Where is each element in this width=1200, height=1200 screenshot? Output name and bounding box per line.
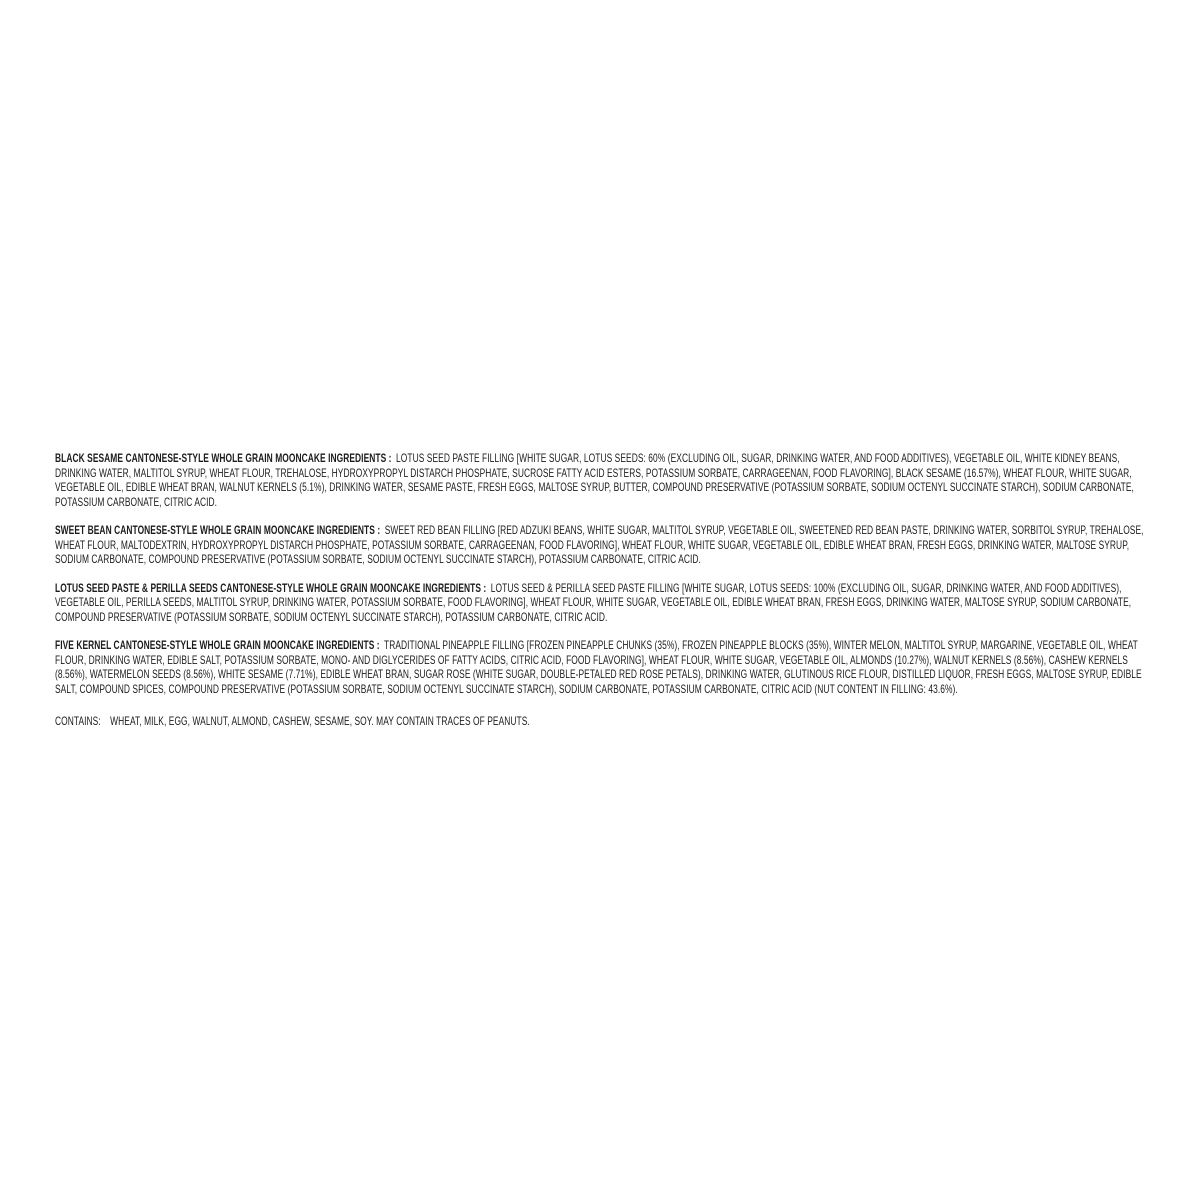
ingredient-text-black-sesame: LOTUS SEED PASTE FILLING [WHITE SUGAR, LOTUS SEEDS: 60% (EXCLUDING OIL, SUGAR, DRINKING WATER, AND FOOD ADDITIVES), VEGETABLE OIL, WHITE KIDNEY BEANS, DRINKING WATER, MALTITOL SYRUP, WHEAT FLOUR, TREHALOSE, HYDROXYPROPYL DISTARCH PHOSPHATE, SUCROSE FATTY ACID ESTERS, POTASSIUM SORBATE, CARRAGEENAN, FOOD FLAVORING], BLACK SESAME (16.57%), WHEAT FLOUR, WHITE SUGAR, VEGETABLE OIL, EDIBLE WHEAT BRAN, WALNUT KERNELS (5.1%), DRINKING WATER, SESAME PASTE, FRESH EGGS, MALTOSE SYRUP, BUTTER, COMPOUND PRESERVATIVE (POTASSIUM SORBATE, SODIUM OCTENYL SUCCINATE STARCH), SODIUM CARBONATE, POTASSIUM CARBONATE, CITRIC ACID. xyxy=(55,451,1134,509)
ingredient-text-lotus-perilla: LOTUS SEED & PERILLA SEED PASTE FILLING [WHITE SUGAR, LOTUS SEEDS: 100% (EXCLUDING OIL, SUGAR, DRINKING WATER, AND FOOD ADDITIVES), VEGETABLE OIL, PERILLA SEEDS, MALTITOL SYRUP, DRINKING WATER, POTASSIUM SORBATE, FOOD FLAVORING], WHEAT FLOUR, WHITE SUGAR, VEGETABLE OIL, EDIBLE WHEAT BRAN, FRESH EGGS, DRINKING WATER, MALTOSE SYRUP, SODIUM CARBONATE, COMPOUND PRESERVATIVE (POTASSIUM SORBATE, SODIUM OCTENYL SUCCINATE STARCH), POTASSIUM CARBONATE, CITRIC ACID. xyxy=(55,580,1132,624)
allergen-statement xyxy=(55,714,1145,729)
ingredient-paragraph-black-sesame xyxy=(55,451,1145,509)
allergen-text: WHEAT, MILK, EGG, WALNUT, ALMOND, CASHEW, SESAME, SOY. MAY CONTAIN TRACES OF PEANUTS. xyxy=(110,714,530,728)
ingredient-paragraph-lotus-perilla xyxy=(55,581,1145,625)
product-heading-five-kernel: FIVE KERNEL CANTONESE-STYLE WHOLE GRAIN MOONCAKE INGREDIENTS : xyxy=(55,638,380,652)
ingredient-text-sweet-bean: SWEET RED BEAN FILLING [RED ADZUKI BEANS, WHITE SUGAR, MALTITOL SYRUP, VEGETABLE OIL, SWEETENED RED BEAN PASTE, DRINKING WATER, SORBITOL SYRUP, TREHALOSE, WHEAT FLOUR, MALTODEXTRIN, HYDROXYPROPYL DISTARCH PHOSPHATE, POTASSIUM SORBATE, CARRAGEENAN, FOOD FLAVORING], WHEAT FLOUR, WHITE SUGAR, VEGETABLE OIL, EDIBLE WHEAT BRAN, FRESH EGGS, DRINKING WATER, MALTOSE SYRUP, SODIUM CARBONATE, COMPOUND PRESERVATIVE (POTASSIUM SORBATE, SODIUM OCTENYL SUCCINATE STARCH), POTASSIUM CARBONATE, CITRIC ACID. xyxy=(55,523,1144,566)
product-heading-sweet-bean: SWEET BEAN CANTONESE-STYLE WHOLE GRAIN MOONCAKE INGREDIENTS : xyxy=(55,523,381,537)
ingredient-paragraph-five-kernel xyxy=(55,638,1145,696)
ingredient-paragraph-sweet-bean xyxy=(55,523,1145,567)
allergen-label: CONTAINS: xyxy=(55,714,101,728)
ingredient-text-five-kernel: TRADITIONAL PINEAPPLE FILLING [FROZEN PINEAPPLE CHUNKS (35%), FROZEN PINEAPPLE BLOCKS (35%), WINTER MELON, MALTITOL SYRUP, MARGARINE, VEGETABLE OIL, WHEAT FLOUR, DRINKING WATER, EDIBLE SALT, POTASSIUM SORBATE, MONO- AND DIGLYCERIDES OF FATTY ACIDS, CITRIC ACID, FOOD FLAVORING], WHEAT FLOUR, WHITE SUGAR, VEGETABLE OIL, ALMONDS (10.27%), WALNUT KERNELS (8.56%), CASHEW KERNELS (8.56%), WATERMELON SEEDS (8.56%), WHITE SESAME (7.71%), EDIBLE WHEAT BRAN, SUGAR ROSE (WHITE SUGAR, DOUBLE-PETALED RED ROSE PETALS), DRINKING WATER, GLUTINOUS RICE FLOUR, DISTILLED LIQUOR, FRESH EGGS, MALTOSE SYRUP, EDIBLE SALT, COMPOUND SPICES, COMPOUND PRESERVATIVE (POTASSIUM SORBATE, SODIUM OCTENYL SUCCINATE STARCH), SODIUM CARBONATE, POTASSIUM CARBONATE, CITRIC ACID (NUT CONTENT IN FILLING: 43.6%). xyxy=(55,638,1142,696)
ingredients-panel xyxy=(55,451,1145,729)
product-heading-lotus-perilla: LOTUS SEED PASTE & PERILLA SEEDS CANTONESE-STYLE WHOLE GRAIN MOONCAKE INGREDIENTS : xyxy=(55,580,487,595)
product-heading-black-sesame: BLACK SESAME CANTONESE-STYLE WHOLE GRAIN MOONCAKE INGREDIENTS : xyxy=(55,451,392,465)
